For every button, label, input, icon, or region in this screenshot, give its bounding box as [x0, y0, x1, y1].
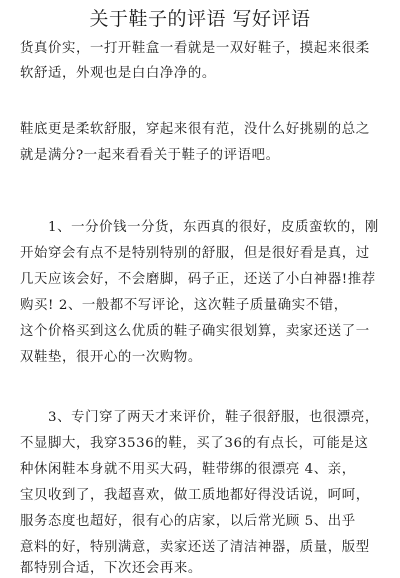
text-line: 都特别合适，下次还会再来。 — [20, 561, 202, 576]
text-line: 几天应该会好，不会磨脚，码子正，还送了小白神器!推荐 — [20, 272, 376, 287]
text-line: 这个价格买到这么优质的鞋子确实很划算，卖家还送了一 — [20, 324, 370, 339]
text-line: 购买! 2、一般都不写评论，这次鞋子质量确实不错， — [20, 298, 348, 313]
text-line: 宝贝收到了，我超喜欢，做工质地都好得没话说，呵呵， — [20, 488, 370, 503]
text-line: 1、一分价钱一分货，东西真的很好，皮质蛮软的，刚 — [48, 220, 379, 235]
page-title: 关于鞋子的评语 写好评语 — [89, 8, 311, 30]
text-line: 不显脚大，我穿3536的鞋，买了36的有点长，可能是这 — [20, 436, 369, 451]
text-line: 软舒适，外观也是白白净净的。 — [20, 66, 216, 81]
text-line: 鞋底更是柔软舒服，穿起来很有范，没什么好挑剔的总之 — [20, 122, 370, 137]
text-line: 种休闲鞋本身就不用买大码，鞋带绑的很漂亮 4、亲， — [20, 462, 356, 477]
text-line: 意料的好，特别满意，卖家还送了清洁神器，质量，版型 — [20, 540, 370, 555]
text-line: 服务态度也超好，很有心的店家，以后常光顾 5、出乎 — [20, 514, 356, 529]
text-line: 3、专门穿了两天才来评价，鞋子很舒服，也很漂亮， — [48, 410, 379, 425]
text-line: 开始穿会有点不是特别特别的舒服，但是很好看是真，过 — [20, 246, 370, 261]
text-line: 就是满分?一起来看看关于鞋子的评语吧。 — [20, 148, 280, 163]
text-line: 双鞋垫，很开心的一次购物。 — [20, 350, 202, 365]
text-line: 货真价实，一打开鞋盒一看就是一双好鞋子，摸起来很柔 — [20, 41, 370, 56]
